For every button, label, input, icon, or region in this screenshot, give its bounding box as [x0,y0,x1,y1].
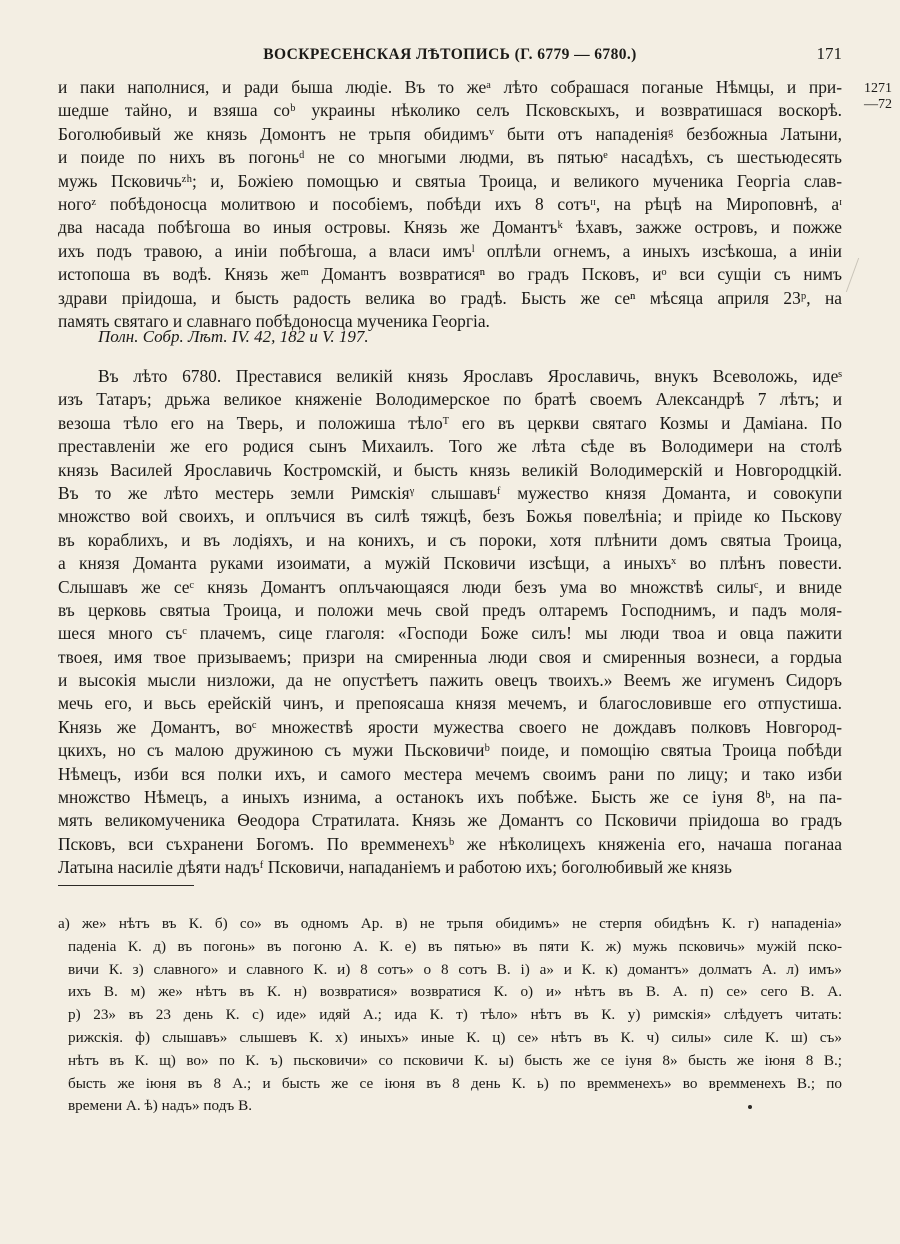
text-line: мужь Псковичьᶻʰ; и, Божіею помощью и святыа Троица, и великого мученика Георгіа слав- [58,170,842,191]
footnote-rule [58,885,194,886]
text-line: Боголюбивый же князь Домонтъ не трьпя обидимъᵛ быти отъ нападеніяᵍ безбожныа Латыни, [58,123,842,144]
text-line: Въ лѣто 6780. Преставися великій князь Ярославъ Ярославичь, внукъ Всеволожь, идеˢ [98,366,842,386]
footnote-line: а) же» нѣтъ въ К. б) со» въ одномъ Ар. в) не трьпя обидимъ» не стерпя обидѣнъ К. г) нападеніа» [58,915,842,932]
margin-year-bottom: —72 [864,97,892,112]
text-line: истопоша въ водѣ. Князь жеᵐ Домантъ возвратисяⁿ во градъ Псковъ, иᵒ вси сущіи съ нимъ [58,264,842,285]
text-line: Князь же Домантъ, воᶜ множествѣ ярости мужества своего не дождавъ полковъ Новгород- [58,716,842,737]
footnote-line: бысть же іюня въ 8 А.; и бысть же се іюня въ 8 день К. ь) по времменехъ» во времменехъ В.; по [68,1074,842,1092]
text-line: князь Василей Ярославичь Костромскій, и бысть князь великій Володимерскій и Новгородцкій. [58,459,842,480]
text-line: шеся много съᶜ плачемъ, сице глаголя: «Господи Боже силъ! мы люди твоа и овца пажити [58,623,842,644]
text-line: ногоᶻ побѣдоносца молитвою и пособіемъ, побѣди ихъ 8 сотъᶦᶦ, на рѣцѣ на Мироповнѣ, аᶦ [58,193,842,214]
text-line: изъ Татаръ; дрьжа великое княженіе Володимерское по братѣ своемъ Александрѣ 7 лѣтъ; и [58,389,842,410]
text-line: въ церковь святыа Троица, и положи мечь свой предъ олтаремъ Господнимъ, и падъ моля- [58,599,842,620]
text-line: и поиде по нихъ въ погоньᵈ не со многыми людми, въ пятьюᵉ насадѣхъ, съ шестьюдесять [58,147,842,168]
annal-entry-6780 [58,365,842,880]
text-line: мечь его, и вьсь ерейскій чинъ, и препоясаша князя мечемъ, и благословивше его отпустиша. [58,693,842,714]
footnote-line: времени А. ѣ) надъ» подъ В. [68,1097,252,1115]
page-number: 171 [816,44,842,63]
text-line: Псковъ, вси съхранени Богомъ. По времменехъᵇ же нѣколицехъ княженіа его, начаша поганаа [58,833,842,854]
text-line: преставленіи же его родися сынъ Михаилъ. Того же лѣта сѣде въ Володимери на столѣ [58,436,842,457]
running-header [58,46,842,70]
decorative-dot [748,1105,752,1109]
footnote-line: нѣтъ въ К. щ) во» по К. ъ) пьсковичи» со псковичи К. ы) бысть же се іуня 8» бысть же іюня 8 В.; [68,1051,842,1069]
text-line: и паки наполнися, и ради быша людіе. Въ то жеᵃ лѣто собрашася поганые Нѣмцы, и при- [58,77,842,97]
footnote-line: рижскія. ф) слышавъ» слышевъ К. х) иныхъ» иные К. ц) се» нѣтъ въ К. ч) силы» силе К. ш) съ» [68,1028,842,1046]
text-line: память святаго и славнаго побѣдоносца мученика Георгіа. [58,310,490,331]
text-line: шедше тайно, и взяша соᵇ украины нѣколико селъ Псковскыхъ, и возвратишася воскорѣ. [58,100,842,121]
text-line: и высокія мысли низложи, да не опустѣетъ пажить овецъ твоихъ.» Веемъ же игуменъ Сидоръ [58,670,842,691]
text-line: множство вой своихъ, и оплъчися въ силѣ тяжцѣ, безъ Божья повелѣніа; и пріиде ко Пьскову [58,506,842,527]
text-line: твоея, имя твое призываемъ; призри на смиренныа люди своя и смиренныя вознеси, а гордыа [58,646,842,667]
text-line: Латына насиліе дѣяти надъᶠ Псковичи, нападаніемъ и работою ихъ; боголюбивый же князь [58,857,732,878]
text-line: а князя Доманта руками изоимати, а мужій Псковичи изсѣщи, а иныхъˣ во плѣнъ повести. [58,553,842,574]
text-line: Слышавъ же сеᶜ князь Домантъ оплъчающаяся люди безъ ума во множствѣ силыᶜ, и вниде [58,576,842,597]
text-line: здрави пріидоша, и бысть радость велика во градѣ. Бысть же сеⁿ мѣсяца априля 23ᵖ, на [58,287,842,308]
source-reference: Полн. Собр. Лѣт. IV. 42, 182 и V. 197. [98,327,369,346]
margin-year-top: 1271 [864,81,892,96]
text-line: Нѣмецъ, изби вся полки ихъ, и самого местера мечемъ своимъ рани по лицу; и тако изби [58,763,842,784]
footnote-line: паденіа К. д) въ погонь» въ погоню А. К. е) въ пятью» въ пяти К. ж) мужь псковичь» мужій пско- [68,937,842,955]
text-line: везоша тѣло его на Тверь, и положиша тѣлоᵀ его въ церкви святаго Козмы и Даміана. По [58,412,842,433]
running-title: ВОСКРЕСЕНСКАЯ ЛѢТОПИСЬ (Г. 6779 — 6780.) [263,46,637,63]
text-line: множство Нѣмецъ, а иныхъ изнима, а останокъ ихъ побѣже. Бысть же се іуня 8ᵇ, на па- [58,787,842,808]
text-line: въ кораблихъ, и въ лодіяхъ, и на конихъ, и съ пороки, хотя плѣнити домъ святыа Троица, [58,529,842,550]
footnote-line: ихъ В. м) же» нѣтъ въ К. н) возвратися» возвратися К. о) и» нѣтъ въ В. А. п) се» сего В. А. [68,983,842,1001]
text-line: ихъ подъ травою, а иніи побѣгоша, а власи имъˡ оплѣли огнемъ, а иныхъ изсѣкоша, а иніи [58,240,842,261]
margin-mark [846,258,871,292]
footnote-line: вичи К. з) славного» и славного К. и) 8 сотъ» о 8 сотъ В. і) а» и К. к) домантъ» долматъ А. л) имъ» [68,960,842,978]
text-line: мять великомученика Ѳеодора Стратилата. Князь же Домантъ со Псковичи пріидоша во градъ [58,810,842,831]
text-line: цкихъ, но съ малою дружиною съ мужи Пьсковичиᵇ поиде, и помощію святыа Троица побѣди [58,740,842,761]
annal-entry-6779 [58,76,842,333]
text-line: Въ то же лѣто местерь земли Римскіяᵞ слышавъᶠ мужество князя Доманта, и совокупи [58,482,842,503]
text-line: два насада побѣгоша во иныя островы. Князь же Домантъᵏ ѣхавъ, зажже островъ, и пожже [58,217,842,238]
footnotes [58,913,842,1118]
footnote-line: р) 23» въ 23 день К. с) иде» идяй А.; ида К. т) тѣло» нѣтъ въ К. у) римскія» слѣдуетъ читать: [68,1006,842,1024]
